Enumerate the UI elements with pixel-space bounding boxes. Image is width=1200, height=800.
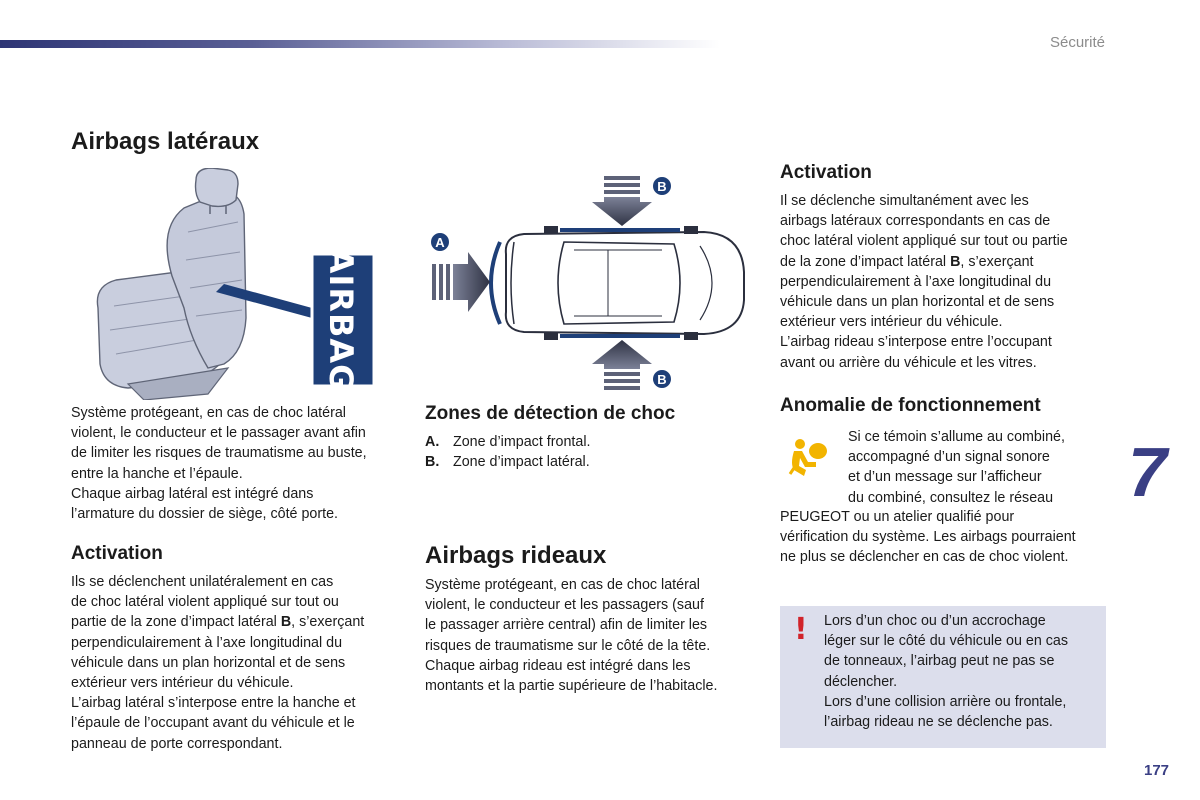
exclamation-icon: ! [794,612,808,647]
text-line: Chaque airbag rideau est intégré dans les [425,657,691,674]
curtain-airbags-title: Airbags rideaux [425,542,607,569]
arrow-a-icon [432,252,490,312]
zone-letter: B. [425,454,440,470]
text-line: le passager arrière central) afin de limiter les [425,617,708,634]
anomaly-text-indented [848,427,1065,508]
text-line: risques de traumatisme sur le côté de la tête. [425,637,711,654]
text-line: l’épaule de l’occupant avant du véhicule et le [71,715,355,732]
text-line: de limiter les risques de traumatisme au buste, [71,445,367,462]
text-line: de la zone d’impact latéral B, s’exerçant [780,253,1034,270]
anomaly-title: Anomalie de fonctionnement [780,395,1041,416]
text-line: violent, le conducteur et les passagers (sauf [425,597,704,614]
airbag-warning-light-icon [786,438,830,478]
text-line: ne plus se déclencher en cas de choc violent. [780,549,1069,566]
anomaly-text-full [780,507,1076,568]
text-line: de tonneaux, l’airbag peut ne pas se [824,653,1055,670]
text-line: vérification du système. Les airbags pourraient [780,529,1076,546]
warning-text [824,611,1068,732]
zone-item-b [425,452,590,472]
text-line: perpendiculairement à l’axe longitudinal du [780,273,1052,290]
header-gradient-bar [0,40,720,48]
text-line: airbags latéraux correspondants en cas de [780,213,1051,230]
side-airbags-intro [71,403,367,524]
seat-airbag-illustration [88,168,380,400]
zone-letter: A. [425,434,440,450]
text-line: Il se déclenche simultanément avec les [780,193,1029,209]
text-line: partie de la zone d’impact latéral B, s’exerçant [71,614,365,631]
text-line: violent, le conducteur et le passager avant afin [71,425,366,442]
text-line: véhicule dans un plan horizontal et de sens [71,654,346,671]
text-line: l’armature du dossier de siège, côté porte. [71,506,339,523]
text-line: Chaque airbag latéral est intégré dans [71,485,314,502]
text-line: Système protégeant, en cas de choc latéral [425,577,700,593]
label-b-top: B [657,179,667,194]
label-b-bottom: B [657,372,667,387]
side-activation-text [71,572,364,754]
text-line: perpendiculairement à l’axe longitudinal du [71,634,343,651]
impact-zones-diagram [424,172,754,398]
zones-title: Zones de détection de choc [425,403,676,424]
page-number: 177 [1144,762,1170,779]
text-line: Ils se déclenchent unilatéralement en cas [71,574,334,590]
text-line: accompagné d’un signal sonore [848,449,1050,466]
text-line: extérieur vers intérieur du véhicule. [71,675,294,692]
text-line: entre la hanche et l’épaule. [71,465,243,482]
text-line: du combiné, consultez le réseau [848,489,1054,506]
text-line: avant ou arrière du véhicule et les vitres. [780,354,1037,371]
text-line: véhicule dans un plan horizontal et de sens [780,294,1055,311]
text-line: Système protégeant, en cas de choc latéral [71,405,346,421]
text-line: de choc latéral violent appliqué sur tout ou [71,594,339,611]
side-airbags-title: Airbags latéraux [71,128,260,155]
arrow-b-top-icon [592,176,652,226]
zone-text: Zone d’impact latéral. [453,454,590,470]
label-a: A [435,235,445,250]
zone-text: Zone d’impact frontal. [453,434,591,450]
text-line: L’airbag latéral s’interpose entre la hanche et [71,695,356,712]
text-line: choc latéral violent appliqué sur tout ou partie [780,233,1068,250]
text-line: montants et la partie supérieure de l’habitacle. [425,678,718,695]
text-line: Lors d’un choc ou d’un accrochage [824,613,1046,629]
airbag-tag-label: AIRBAG [322,248,360,392]
text-line: Lors d’une collision arrière ou frontale, [824,693,1067,710]
text-line: Si ce témoin s’allume au combiné, [848,429,1065,445]
section-title: Sécurité [1049,34,1105,51]
arrow-b-bottom-icon [592,340,652,390]
zone-item-a [425,432,590,452]
text-line: L’airbag rideau s’interpose entre l’occupant [780,334,1052,351]
text-line: PEUGEOT ou un atelier qualifié pour [780,509,1015,525]
warning-box [780,606,1106,748]
text-line: léger sur le côté du véhicule ou en cas [824,633,1068,650]
text-line: extérieur vers intérieur du véhicule. [780,314,1003,331]
text-line: l’airbag rideau ne se déclenche pas. [824,714,1053,731]
text-line: déclencher. [824,673,898,690]
curtain-activation-text [780,191,1068,373]
curtain-activation-title: Activation [780,162,872,183]
curtain-airbags-text [425,575,717,696]
side-activation-title: Activation [71,543,163,564]
chapter-number: 7 [1128,433,1167,511]
text-line: et d’un message sur l’afficheur [848,469,1042,486]
text-line: panneau de porte correspondant. [71,735,283,752]
